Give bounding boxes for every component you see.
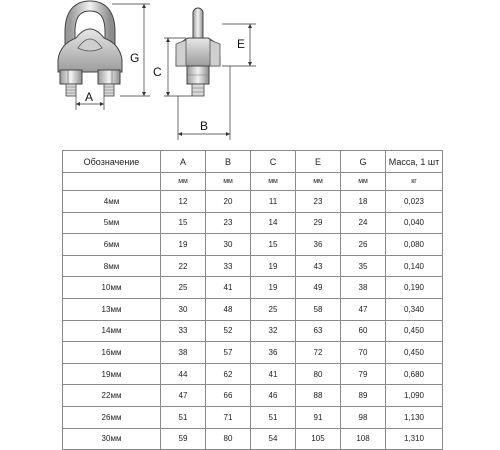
cell-b: 23 <box>206 212 251 234</box>
table-row <box>63 298 443 320</box>
cell-mass: 0,450 <box>386 342 443 364</box>
table-row <box>63 363 443 385</box>
cell-b: 71 <box>206 406 251 428</box>
cell-c: 51 <box>251 406 296 428</box>
table-row <box>63 342 443 364</box>
side-view <box>153 8 256 140</box>
cell-name: 19мм <box>63 363 161 385</box>
technical-drawing <box>0 0 500 150</box>
cell-c: 32 <box>251 320 296 342</box>
cell-b: 20 <box>206 191 251 213</box>
cell-e: 36 <box>296 234 341 256</box>
cell-c: 14 <box>251 212 296 234</box>
cell-name: 6мм <box>63 234 161 256</box>
cell-c: 19 <box>251 277 296 299</box>
unit-g: мм <box>341 173 386 191</box>
cell-mass: 1,130 <box>386 406 443 428</box>
cell-mass: 0,450 <box>386 320 443 342</box>
cell-a: 22 <box>161 255 206 277</box>
cell-c: 41 <box>251 363 296 385</box>
cell-g: 18 <box>341 191 386 213</box>
cell-mass: 0,190 <box>386 277 443 299</box>
header-row <box>63 151 443 173</box>
cell-b: 30 <box>206 234 251 256</box>
dim-label-g: G <box>130 51 140 65</box>
dim-label-c: C <box>153 65 162 79</box>
cell-a: 30 <box>161 298 206 320</box>
cell-mass: 0,140 <box>386 255 443 277</box>
cell-name: 5мм <box>63 212 161 234</box>
cell-e: 49 <box>296 277 341 299</box>
table-row <box>63 277 443 299</box>
table-row <box>63 406 443 428</box>
cell-c: 54 <box>251 428 296 450</box>
table-row <box>63 234 443 256</box>
cell-a: 38 <box>161 342 206 364</box>
cell-name: 4мм <box>63 191 161 213</box>
cell-e: 23 <box>296 191 341 213</box>
cell-mass: 1,090 <box>386 385 443 407</box>
table-row <box>63 428 443 450</box>
unit-b: мм <box>206 173 251 191</box>
front-view <box>58 4 150 110</box>
cell-name: 10мм <box>63 277 161 299</box>
cell-g: 89 <box>341 385 386 407</box>
cell-mass: 0,040 <box>386 212 443 234</box>
cell-e: 43 <box>296 255 341 277</box>
cell-mass: 0,023 <box>386 191 443 213</box>
header-b: B <box>206 151 251 173</box>
cell-e: 72 <box>296 342 341 364</box>
header-e: E <box>296 151 341 173</box>
cell-e: 88 <box>296 385 341 407</box>
dim-label-a: A <box>85 90 94 104</box>
cell-name: 16мм <box>63 342 161 364</box>
cell-c: 19 <box>251 255 296 277</box>
cell-a: 33 <box>161 320 206 342</box>
cell-name: 30мм <box>63 428 161 450</box>
cell-b: 48 <box>206 298 251 320</box>
cell-a: 19 <box>161 234 206 256</box>
cell-c: 11 <box>251 191 296 213</box>
cell-a: 12 <box>161 191 206 213</box>
cell-b: 52 <box>206 320 251 342</box>
cell-mass: 0,080 <box>386 234 443 256</box>
cell-name: 14мм <box>63 320 161 342</box>
unit-mass: кг <box>386 173 443 191</box>
cell-name: 22мм <box>63 385 161 407</box>
table-row <box>63 191 443 213</box>
cell-a: 25 <box>161 277 206 299</box>
cell-c: 15 <box>251 234 296 256</box>
cell-e: 91 <box>296 406 341 428</box>
cell-g: 47 <box>341 298 386 320</box>
cell-name: 8мм <box>63 255 161 277</box>
header-designation: Обозначение <box>63 151 161 173</box>
cell-a: 47 <box>161 385 206 407</box>
cell-name: 13мм <box>63 298 161 320</box>
table-row <box>63 385 443 407</box>
cell-g: 24 <box>341 212 386 234</box>
table-row <box>63 320 443 342</box>
cell-e: 29 <box>296 212 341 234</box>
table-row <box>63 255 443 277</box>
cell-e: 105 <box>296 428 341 450</box>
cell-a: 51 <box>161 406 206 428</box>
cell-g: 70 <box>341 342 386 364</box>
cell-mass: 0,340 <box>386 298 443 320</box>
cell-b: 66 <box>206 385 251 407</box>
header-mass: Масса, 1 шт <box>386 151 443 173</box>
units-row <box>63 173 443 191</box>
unit-blank <box>63 173 161 191</box>
cell-g: 79 <box>341 363 386 385</box>
wire-rope-clip-drawing <box>0 0 500 150</box>
cell-b: 33 <box>206 255 251 277</box>
cell-mass: 0,680 <box>386 363 443 385</box>
spec-table <box>62 150 443 450</box>
unit-e: мм <box>296 173 341 191</box>
cell-a: 15 <box>161 212 206 234</box>
table-row <box>63 212 443 234</box>
cell-b: 57 <box>206 342 251 364</box>
cell-g: 108 <box>341 428 386 450</box>
cell-c: 46 <box>251 385 296 407</box>
dim-label-b: B <box>200 119 209 133</box>
cell-a: 59 <box>161 428 206 450</box>
dim-label-e: E <box>237 37 246 51</box>
cell-g: 35 <box>341 255 386 277</box>
cell-e: 58 <box>296 298 341 320</box>
cell-e: 80 <box>296 363 341 385</box>
unit-a: мм <box>161 173 206 191</box>
unit-c: мм <box>251 173 296 191</box>
cell-b: 41 <box>206 277 251 299</box>
cell-c: 25 <box>251 298 296 320</box>
cell-b: 80 <box>206 428 251 450</box>
cell-c: 36 <box>251 342 296 364</box>
header-a: A <box>161 151 206 173</box>
header-c: C <box>251 151 296 173</box>
cell-g: 60 <box>341 320 386 342</box>
cell-g: 38 <box>341 277 386 299</box>
cell-g: 98 <box>341 406 386 428</box>
cell-mass: 1,310 <box>386 428 443 450</box>
cell-name: 26мм <box>63 406 161 428</box>
header-g: G <box>341 151 386 173</box>
cell-b: 62 <box>206 363 251 385</box>
cell-a: 44 <box>161 363 206 385</box>
cell-g: 26 <box>341 234 386 256</box>
cell-e: 63 <box>296 320 341 342</box>
